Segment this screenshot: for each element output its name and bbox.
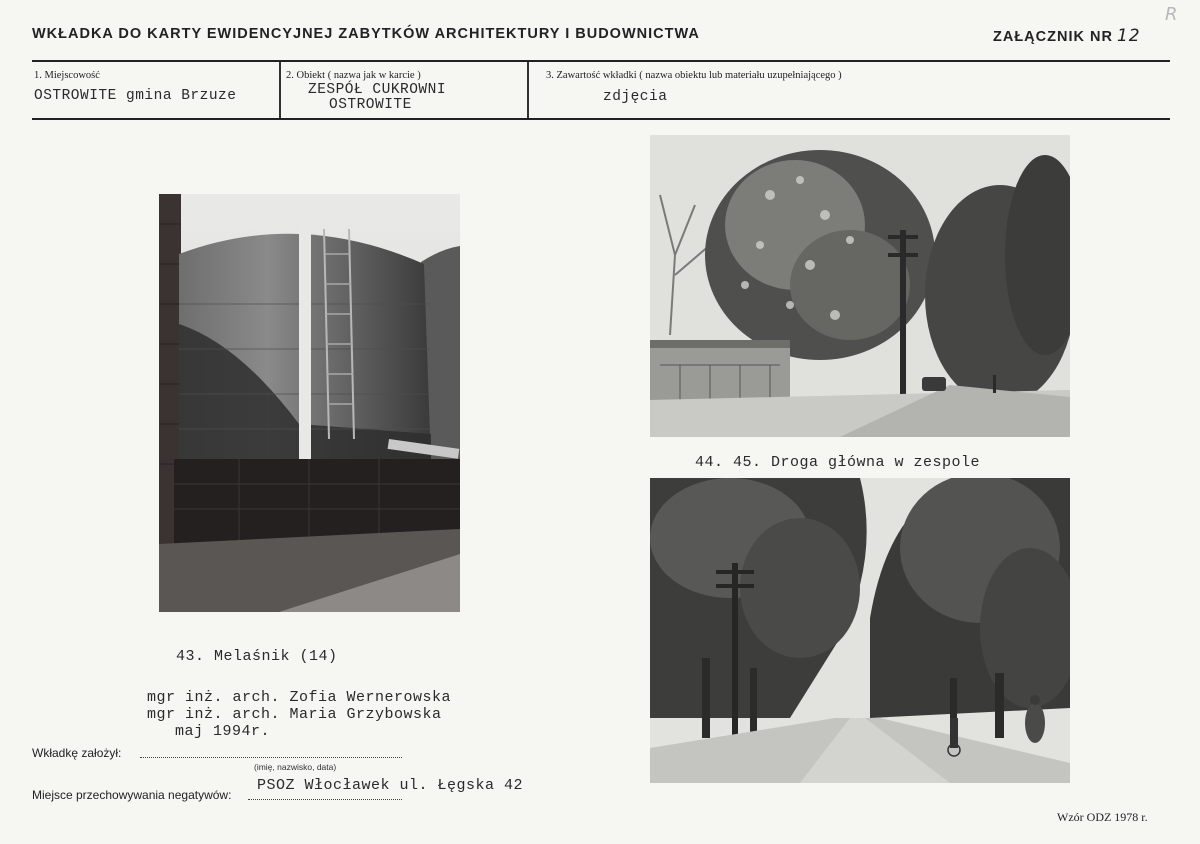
contents-label: 3. Zawartość wkładki ( nazwa obiektu lub materiału uzupełniającego ) xyxy=(546,70,842,81)
header-top-rule xyxy=(32,60,1170,62)
author-line-2: mgr inż. arch. Maria Grzybowska xyxy=(147,706,442,723)
locality-label: 1. Miejscowość xyxy=(34,70,100,81)
annex-number: 12 xyxy=(1116,26,1141,46)
form-model-note: Wzór ODZ 1978 r. xyxy=(1057,810,1148,824)
author-line-1: mgr inż. arch. Zofia Wernerowska xyxy=(147,689,452,706)
authors-date: maj 1994r. xyxy=(175,723,271,740)
negatives-dotted-line xyxy=(248,799,402,800)
annex-label-text: ZAŁĄCZNIK NR xyxy=(993,29,1113,45)
caption-photo-43: 43. Melaśnik (14) xyxy=(176,648,338,665)
object-label: 2. Obiekt ( nazwa jak w karcie ) xyxy=(286,70,421,81)
negatives-location-label: Miejsce przechowywania negatywów: xyxy=(32,788,232,802)
photo-molasses-tank xyxy=(159,194,460,612)
photo-main-road-2 xyxy=(650,478,1070,783)
inserted-by-label: Wkładkę założył: xyxy=(32,746,122,760)
photo-main-road-1 xyxy=(650,135,1070,437)
annex-label xyxy=(993,26,1141,46)
contents-value: zdjęcia xyxy=(603,89,668,105)
object-value-line1: ZESPÓŁ CUKROWNI xyxy=(308,82,447,98)
object-value-line2: OSTROWITE xyxy=(329,97,412,113)
negatives-location-value: PSOZ Włocławek ul. Łęgska 42 xyxy=(257,777,524,794)
caption-photos-44-45: 44. 45. Droga główna w zespole xyxy=(695,454,981,471)
corner-pencil-mark: R xyxy=(1165,4,1178,25)
document-title: WKŁADKA DO KARTY EWIDENCYJNEJ ZABYTKÓW ARCHITEKTURY I BUDOWNICTWA xyxy=(32,26,700,42)
inserted-by-dotted-line xyxy=(140,757,402,758)
field-divider-1 xyxy=(279,62,281,118)
header-bottom-rule xyxy=(32,118,1170,120)
inserted-by-hint: (imię, nazwisko, data) xyxy=(254,762,337,772)
field-divider-2 xyxy=(527,62,529,118)
locality-value: OSTROWITE gmina Brzuze xyxy=(34,88,237,104)
